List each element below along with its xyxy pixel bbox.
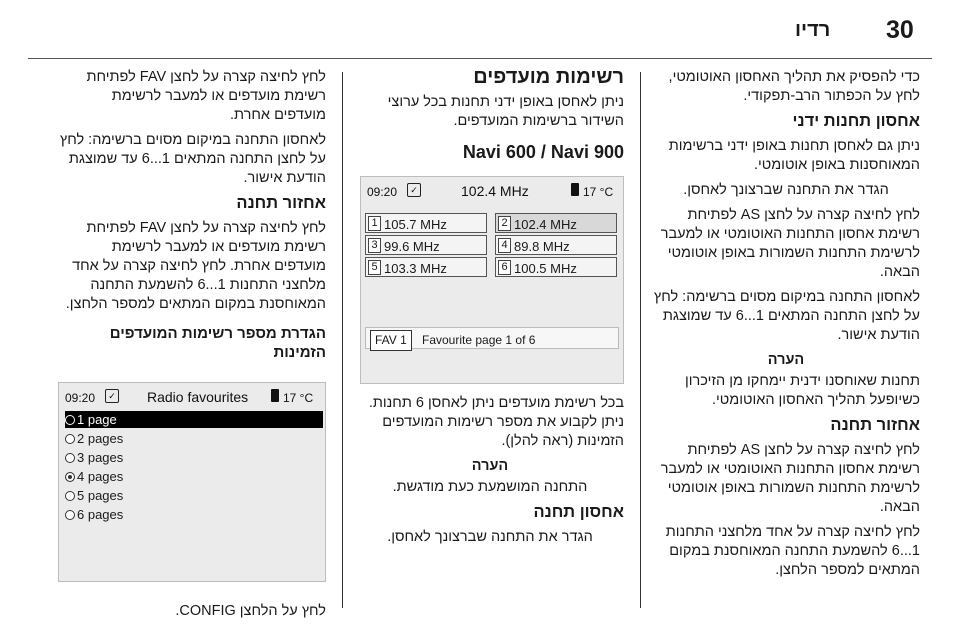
preset-frequency: 100.5 MHz [514, 261, 577, 276]
option-label: 6 pages [77, 507, 124, 522]
paragraph: ניתן גם לאחסן תחנות באופן ידני ברשימות המאוחסנות באופן אוטומטי. [668, 138, 920, 173]
option-2-pages[interactable] [65, 430, 323, 447]
preset-frequency: 89.8 MHz [514, 239, 570, 254]
note-text: התחנה המושמעת כעת מודגשת. [392, 479, 588, 495]
page-number: 30 [886, 16, 914, 44]
option-label: 4 pages [77, 469, 124, 484]
paragraph: לחץ לחיצה קצרה על לחצן FAV לפתיחת רשימת מועדפים או למעבר לרשימת מועדפים אחרת. [86, 69, 326, 123]
option-6-pages[interactable] [65, 506, 323, 523]
temperature: 17 °C [583, 185, 614, 199]
preset-button-2[interactable] [495, 213, 617, 233]
preset-number: 3 [368, 238, 381, 253]
option-label: 2 pages [77, 431, 124, 446]
paragraph: לחץ לחיצה קצרה על לחצן AS לפתיחת רשימת אחסון התחנות האוטומטי או למעבר לרשימת התחנות השמורות באופן אוטומטי הבאה. [660, 442, 920, 515]
preset-number: 6 [498, 260, 511, 275]
preset-number: 2 [498, 216, 511, 231]
section-heading-retrieve: אחזור תחנה [830, 416, 920, 434]
preset-button-1[interactable] [365, 213, 487, 233]
paragraph: לחץ לחיצה קצרה על אחד מלחצני התחנות 1...6 להשמעת התחנה המאוחסנת במקום המתאים למספר הלחצן. [665, 524, 920, 578]
radio-button-icon [65, 434, 75, 444]
paragraph: לחץ לחיצה קצרה על לחצן FAV לפתיחת רשימת מועדפים או למעבר לרשימת מועדפים אחרת. לחץ לחיצה קצרה על אחד מלחצני התחנות 1...6 להשמעת התחנה המאוחסנת במקום המתאים למספר הלחצן. [65, 220, 326, 312]
section-heading-define-lists: הגדרת מספר רשימות המועדפים הזמינות [109, 325, 326, 361]
preset-frequency: 99.6 MHz [384, 239, 440, 254]
paragraph: כדי להפסיק את תהליך האחסון האוטומטי, לחץ על הכפתור הרב-תפקודי. [668, 69, 920, 104]
section-heading-favourites: רשימות מועדפים [473, 66, 624, 88]
paragraph: הגדר את התחנה שברצונך לאחסן. [683, 182, 889, 198]
column-right [652, 68, 920, 586]
header-rule [28, 58, 932, 59]
radio-button-icon [65, 510, 75, 520]
option-3-pages[interactable] [65, 449, 323, 466]
preset-frequency: 102.4 MHz [514, 217, 577, 232]
preset-number: 1 [368, 216, 381, 231]
preset-button-5[interactable] [365, 257, 487, 277]
clock: 09:20 [367, 185, 398, 199]
column-left [56, 68, 326, 627]
paragraph: לאחסון התחנה במיקום מסוים ברשימה: לחץ על לחצן התחנה המתאים 1...6 עד שמוצגת הודעת אישור. [59, 132, 326, 186]
paragraph: לחץ על הלחצן CONFIG. [175, 603, 326, 619]
radio-button-icon [65, 491, 75, 501]
option-label: 3 pages [77, 450, 124, 465]
note-label: הערה [471, 458, 509, 474]
option-label: 1 page [77, 412, 117, 427]
column-divider-left [342, 72, 343, 608]
radio-icon: ✓ [407, 183, 421, 197]
radio-button-icon [65, 415, 75, 425]
option-4-pages[interactable] [65, 468, 323, 485]
favourite-page-caption: Favourite page 1 of 6 [422, 333, 536, 347]
paragraph: הגדר את התחנה שברצונך לאחסן. [387, 529, 593, 545]
preset-frequency: 103.3 MHz [384, 261, 447, 276]
favourite-page-bar [365, 327, 619, 349]
section-heading-manual-store: אחסון תחנות ידני [792, 112, 920, 130]
status-bar [361, 177, 623, 203]
preset-button-6[interactable] [495, 257, 617, 277]
paragraph: לאחסון התחנה במיקום מסוים ברשימה: לחץ על לחצן התחנה המתאים 1...6 עד שמוצגת הודעת אישור. [653, 289, 920, 343]
status-bar [59, 383, 325, 409]
screen-title: Radio favourites [147, 389, 249, 405]
preset-frequency: 105.7 MHz [384, 217, 447, 232]
current-frequency: 102.4 MHz [461, 183, 529, 199]
preset-number: 5 [368, 260, 381, 275]
paragraph: בכל רשימת מועדפים ניתן לאחסן 6 תחנות. ניתן לקבוע את מספר רשימות המועדפים הזמינות (ראה להלן). [368, 395, 624, 449]
temperature: 17 °C [283, 391, 314, 405]
preset-button-4[interactable] [495, 235, 617, 255]
option-1-page[interactable] [65, 411, 323, 428]
phone-icon [571, 183, 579, 196]
section-heading-store: אחסון תחנה [533, 503, 624, 521]
radio-screen-favourites-page [360, 176, 624, 384]
phone-icon [271, 389, 279, 402]
option-5-pages[interactable] [65, 487, 323, 504]
radio-icon: ✓ [105, 389, 119, 403]
option-label: 5 pages [77, 488, 124, 503]
radio-button-selected-icon [65, 472, 75, 482]
note-label: הערה [767, 352, 805, 368]
paragraph: ניתן לאחסן באופן ידני תחנות בכל ערוצי השידור ברשימות המועדפים. [387, 94, 624, 129]
page-title: רדיו [795, 19, 831, 41]
radio-screen-favourites-settings [58, 382, 326, 582]
preset-number: 4 [498, 238, 511, 253]
section-heading-retrieve: אחזור תחנה [236, 194, 326, 212]
column-middle [356, 68, 624, 553]
column-divider-right [640, 72, 641, 608]
fav-page-button[interactable]: FAV 1 [370, 330, 412, 351]
clock: 09:20 [65, 391, 96, 405]
paragraph: לחץ לחיצה קצרה על לחצן AS לפתיחת רשימת אחסון התחנות האוטומטי או למעבר לרשימת התחנות השמורות באופן אוטומטי הבאה. [660, 207, 920, 280]
radio-button-icon [65, 453, 75, 463]
preset-button-3[interactable] [365, 235, 487, 255]
model-heading: Navi 600 / Navi 900 [462, 142, 624, 162]
note-text: תחנות שאוחסנו ידנית יימחקו מן הזיכרון כשיופעל תהליך האחסון האוטומטי. [684, 373, 920, 408]
